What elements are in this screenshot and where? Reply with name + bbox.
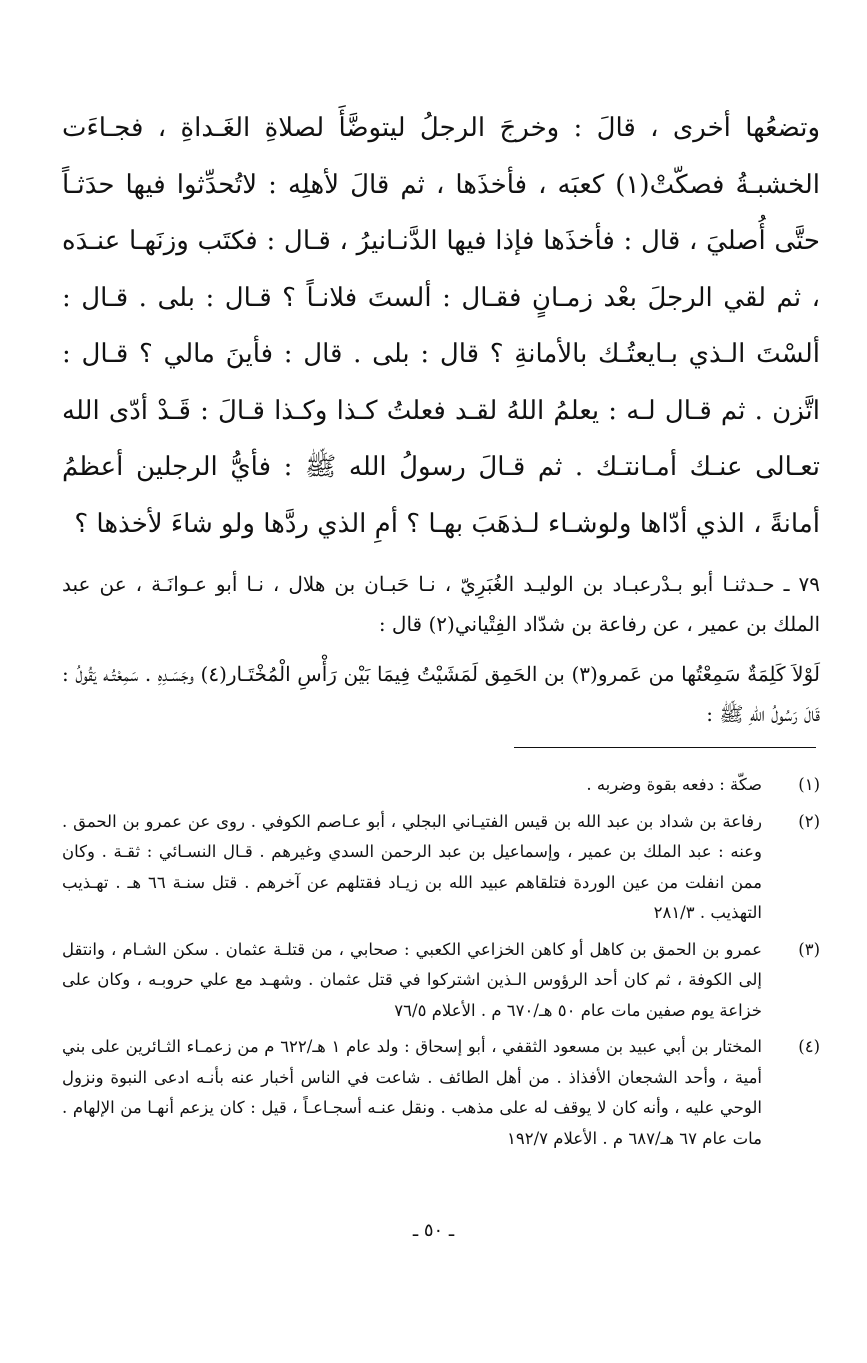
footnote-text: رفاعة بن شداد بن عبد الله بن قيس الفتيـاني البجلي ، أبو عـاصم الكوفي . روى عن عمرو بن الحمق . وعنه : عبد الملك بن عمير ، وإسماعيل بن عبد الرحمن السدي وغيرهم . قـال النسـائي : ثقـة . وكان ممن انفلت من عين الوردة فتلقاهم عبيد الله بن زيـاد فقتلهم عن آخرهم . قتل سنـة ٦٦ هـ . تهـذيب التهذيب . ٢٨١/٣ (62, 811, 762, 922)
footnote-number: (٢) (798, 811, 820, 831)
footnote-item (62, 935, 820, 1027)
page-number: ـ ٥٠ ـ (412, 1220, 455, 1241)
footnote-item (62, 770, 820, 801)
footnote-item (62, 1032, 820, 1154)
footnote-item (62, 807, 820, 929)
footnote-text: عمرو بن الحمق بن كاهل أو كاهن الخزاعي الكعبي : صحابي ، من قتلـة عثمان . سكن الشـام ، وانتقل إلى الكوفة ، ثم كان أحد الرؤوس الـذين اشتركوا في قتل عثمان . وشهـد مع علي حروبـه ، وكان على خزاعة يوم صفين مات عام ٥٠ هـ/٦٧٠ م . الأعلام ٧٦/٥ (62, 939, 762, 1020)
footnote-number: (٤) (798, 1037, 820, 1056)
footnote-text: المختار بن أبي عبيد بن مسعود الثقفي ، أبو إسحاق : ولد عام ١ هـ/٦٢٢ م من زعمـاء الثـائرين على بني أمية ، وأحد الشجعان الأفذاذ . من أهل الطائف . شاعت في الناس أخبار عنه بأنـه ادعى النبوة ونزول الوحي عليه ، وأنه كان لا يوقف له على مذهب . ونقل عنـه أسجـاعـاً ، قيل : كان يزعم أنهـا من الإلهام . مات عام ٦٧ هـ/٦٨٧ م . الأعلام ١٩٢/٧ (62, 1037, 762, 1148)
hadith-text-paragraph: لَوْلاَ كَلِمَةٌ سَمِعْتُها من عَمرو(٣) بن الحَمِق لَمَشَيْتُ فِيمَا بَيْن رَأْسِ الْمُخْتَـار(٤) وجَسَـدِهِ . سَمِعْتُـه يَقُولُ : قَالَ رَسُولُ اللهِ ﷺ : (62, 662, 820, 726)
narrative-paragraph: وتضعُها أخرى ، قالَ : وخرجَ الرجلُ ليتوضَّأَ لصلاةِ الغَـداةِ ، فجـاءَت الخشبـةُ فصكّتْ(١) كعبَه ، فأخذَها ، ثم قالَ لأهلِه : لاتُحدِّثوا فيها حدَثـاً حتَّى أُصليَ ، قال : فأخذَها فإذا فيها الدَّنـانيرُ ، قـال : فكتَب وزنَهـا عنـدَه ، ثم لقي الرجلَ بعْد زمـانٍ فقـال : ألستَ فلانـاً ؟ قـال : بلى . قـال : ألسْتَ الـذي بـايعتُـك بالأمانةِ ؟ قال : بلى . قال : فأينَ مالي ؟ قـال : اتَّزن . ثم قـال لـه : يعلمُ اللهُ لقـد فعلتُ كـذا وكـذا قـالَ : قَـدْ أدّى الله تعـالى عنـك أمـانتـك . ثم قـالَ رسولُ الله ﷺ : فأيُّ الرجلين أعظمُ أمانةً ، الذي أدّاها ولوشـاء لـذهَبَ بهـا ؟ أمِ الذي ردَّها ولو شاءَ لأخذها ؟ (62, 113, 820, 539)
footnotes-section (62, 770, 820, 1160)
footnote-text: صكّة : دفعه بقوة وضربه . (586, 775, 762, 794)
main-text (62, 100, 820, 734)
hadith-isnad-paragraph: ٧٩ ـ حـدثنـا أبو بـدْرعبـاد بن الوليـد الغُبَرِيّ ، نـا حَبـان بن هلال ، نـا أبو عـوانَـة ، عن عبد الملك بن عمير ، عن رفاعة بن شدّاد الفِتْياني(٢) قال : (62, 572, 820, 636)
footnote-number: (٣) (798, 939, 820, 959)
footnote-number: (١) (798, 775, 820, 794)
footnote-separator (514, 747, 816, 748)
